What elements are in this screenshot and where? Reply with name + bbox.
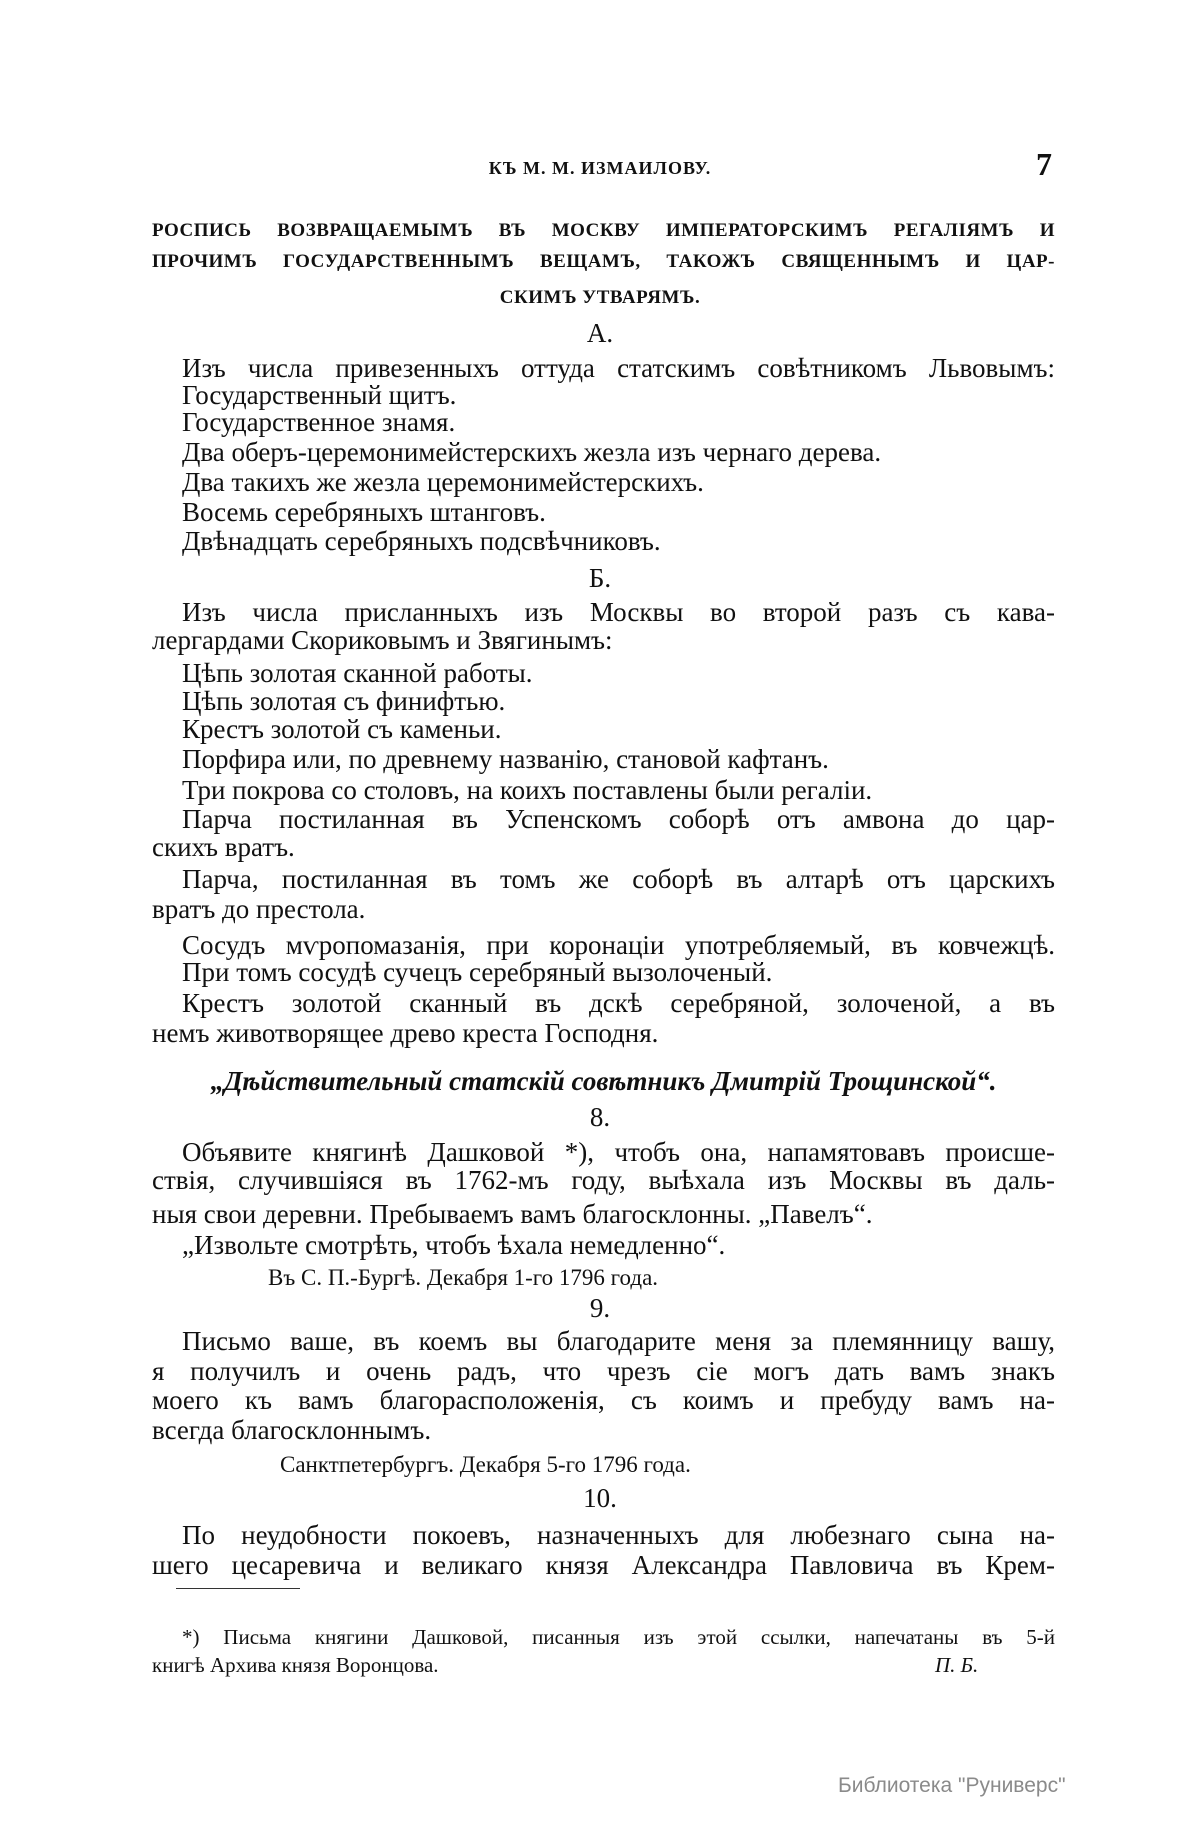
text-line: Три покрова со столовъ, на коихъ поставлены были регаліи. [182, 775, 873, 805]
footnote-line: книгѣ Архива князя Воронцова. [152, 1653, 439, 1677]
date-line: Санктпетербургъ. Декабря 5-го 1796 года. [280, 1452, 691, 1477]
text-line: При томъ сосудѣ сучецъ серебряный вызолоченый. [182, 957, 773, 987]
text-line: Два оберъ-церемонимейстерскихъ жезла изъ чернаго дерева. [182, 437, 882, 467]
text-line: Крестъ золотой съ каменьи. [182, 714, 502, 744]
text-line: вратъ до престола. [152, 894, 366, 924]
title-line: СКИМЪ УТВАРЯМЪ. [499, 287, 701, 308]
text-line: Порфира или, по древнему названію, становой кафтанъ. [182, 744, 829, 774]
running-title: КЪ М. М. ИЗМАИЛОВУ. [488, 158, 712, 178]
text-line: Парча постиланная въ Успенскомъ соборѣ отъ амвона до цар- [182, 804, 1055, 834]
text-line: Парча, постиланная въ томъ же соборѣ въ алтарѣ отъ царскихъ [182, 864, 1055, 894]
text-line: скихъ вратъ. [152, 832, 295, 862]
text-line: Письмо ваше, въ коемъ вы благодарите меня за племянницу вашу, [182, 1326, 1055, 1356]
section-heading: 10. [583, 1483, 617, 1513]
text-line: Цѣпь золотая съ финифтью. [182, 686, 506, 716]
text-line: ныя свои деревни. Пребываемъ вамъ благосклонны. „Павелъ“. [152, 1199, 873, 1229]
text-line: Государственное знамя. [182, 407, 456, 437]
text-line: моего къ вамъ благорасположенія, съ коимъ и пребуду вамъ на- [152, 1385, 1055, 1415]
footnote-line: *) Письма княгини Дашковой, писанныя изъ этой ссылки, напечатаны въ 5-й [182, 1625, 1055, 1649]
text-line: всегда благосклоннымъ. [152, 1415, 432, 1445]
text-line: Восемь серебряныхъ штанговъ. [182, 497, 546, 527]
watermark: Библиотека "Руниверс" [838, 1774, 1066, 1797]
text-line: Два такихъ же жезла церемонимейстерскихъ. [182, 467, 704, 497]
text-line: Двѣнадцать серебряныхъ подсвѣчниковъ. [182, 526, 661, 556]
text-line: Цѣпь золотая сканной работы. [182, 658, 533, 688]
text-line: Крестъ золотой сканный въ дскѣ серебряной, золоченой, а въ [182, 988, 1055, 1018]
section-heading: 8. [589, 1102, 611, 1132]
page-number: 7 [1036, 146, 1052, 182]
text-line: шего цесаревича и великаго князя Александра Павловича въ Крем- [152, 1550, 1055, 1580]
date-line: Въ С. П.-Бургѣ. Декабря 1-го 1796 года. [268, 1265, 659, 1290]
text-line: Изъ числа привезенныхъ оттуда статскимъ совѣтникомъ Львовымъ: [182, 353, 1055, 383]
title-line: ПРОЧИМЪ ГОСУДАРСТВЕННЫМЪ ВЕЩАМЪ, ТАКОЖЪ СВЯЩЕННЫМЪ И ЦАР- [152, 251, 1055, 272]
text-line: Государственный щитъ. [182, 380, 457, 410]
text-line: Изъ числа присланныхъ изъ Москвы во второй разъ съ кава- [182, 597, 1055, 627]
text-line: немъ животворящее древо креста Господня. [152, 1018, 659, 1048]
text-line: ствія, случившіяся въ 1762-мъ году, выѣхала изъ Москвы въ даль- [152, 1165, 1055, 1195]
section-heading: Б. [588, 563, 612, 593]
section-heading: 9. [589, 1293, 611, 1323]
text-line: лергардами Скориковымъ и Звягинымъ: [152, 625, 613, 655]
footnote-rule [176, 1588, 300, 1589]
title-line: РОСПИСЬ ВОЗВРАЩАЕМЫМЪ ВЪ МОСКВУ ИМПЕРАТОРСКИМЪ РЕГАЛІЯМЪ И [152, 220, 1055, 241]
text-line: Объявите княгинѣ Дашковой *), чтобъ она, напамятовавъ происше- [182, 1137, 1055, 1167]
signature-line: „Дѣйствительный статскій совѣтникъ Дмитрій Трощинской“. [210, 1066, 997, 1096]
text-line: Сосудъ мѵропомазанія, при коронаціи употребляемый, въ ковчежцѣ. [182, 930, 1055, 960]
section-heading: А. [586, 318, 614, 348]
footnote-signature: П. Б. [935, 1653, 979, 1677]
text-line: я получилъ и очень радъ, что чрезъ сіе могъ дать вамъ знакъ [152, 1356, 1055, 1386]
text-line: „Извольте смотрѣть, чтобъ ѣхала немедленно“. [182, 1230, 726, 1260]
text-line: По неудобности покоевъ, назначенныхъ для любезнаго сына на- [182, 1520, 1055, 1550]
